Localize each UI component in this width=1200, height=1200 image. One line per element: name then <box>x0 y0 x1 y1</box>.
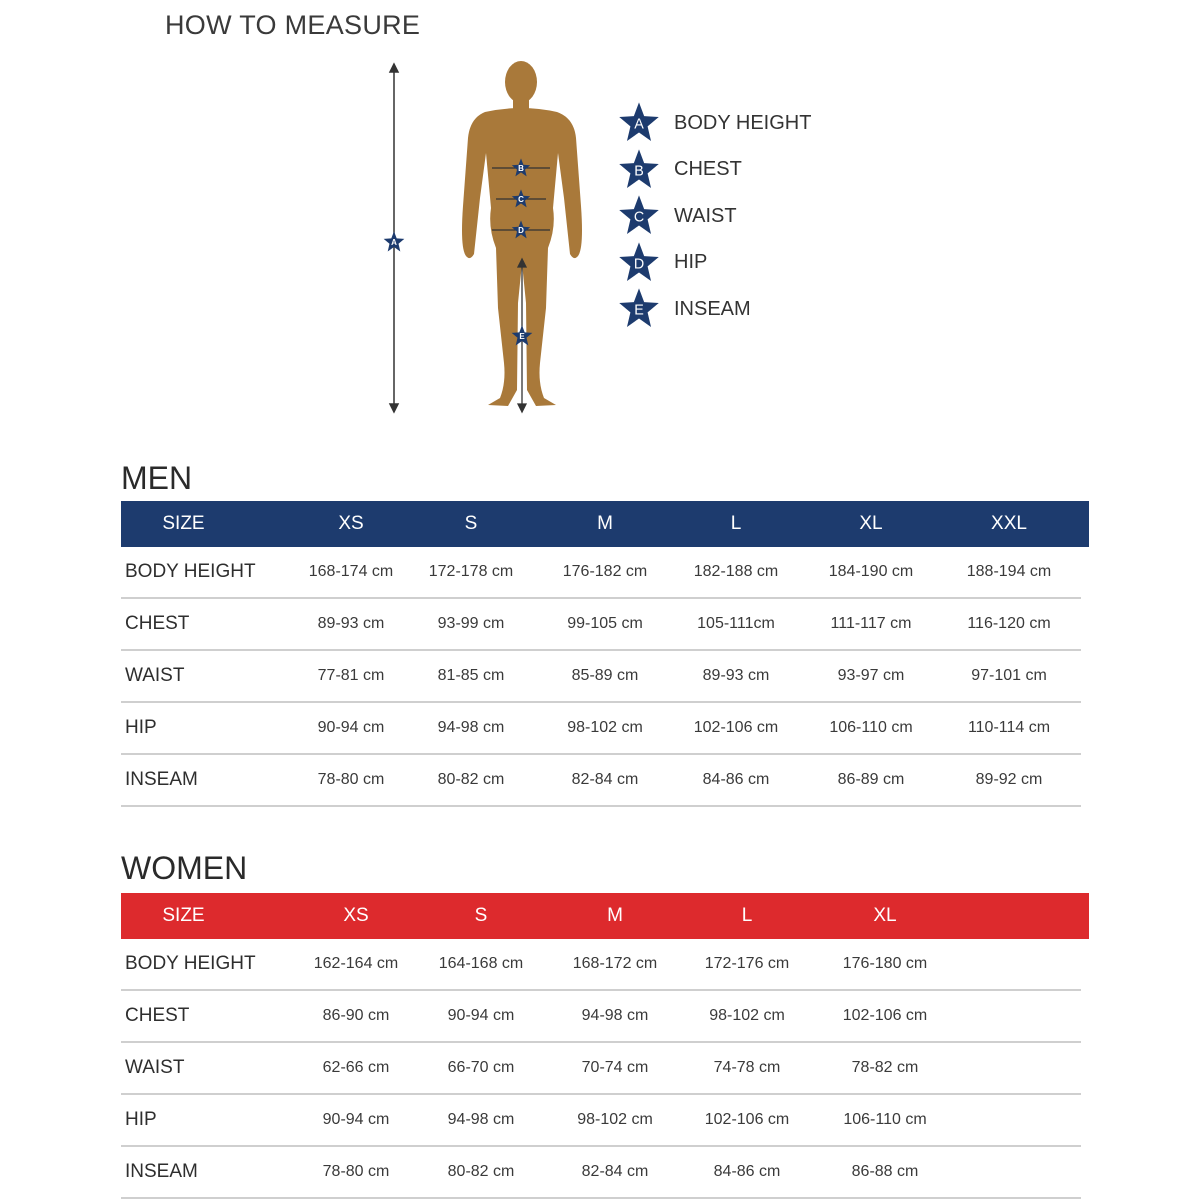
table-cell: 98-102 cm <box>709 1007 785 1024</box>
men-section-title: MEN <box>121 460 193 496</box>
table-cell: 85-89 cm <box>571 667 639 684</box>
table-row <box>121 991 1081 1043</box>
table-cell: 94-98 cm <box>437 719 505 736</box>
table-cell: 116-120 cm <box>967 615 1051 632</box>
table-cell: 93-97 cm <box>837 667 905 684</box>
legend-item-body-height <box>618 100 918 147</box>
table-cell: 176-180 cm <box>842 955 928 972</box>
table-cell: 81-85 cm <box>437 667 505 684</box>
row-label: HIP <box>125 1109 157 1130</box>
table-cell: 102-106 cm <box>704 1111 790 1128</box>
size-header-col: XS <box>338 513 364 534</box>
table-cell: 97-101 cm <box>971 667 1047 684</box>
row-label: HIP <box>125 717 157 738</box>
table-cell: 90-94 cm <box>317 719 385 736</box>
legend-label: HIP <box>674 251 708 274</box>
star-icon <box>618 288 660 330</box>
table-row <box>121 1043 1081 1095</box>
legend-item-inseam <box>618 286 918 333</box>
figure-marker-b: B <box>518 164 524 173</box>
table-cell: 172-178 cm <box>428 563 514 580</box>
star-icon <box>618 195 660 237</box>
size-header-col: L <box>730 513 742 534</box>
table-cell: 62-66 cm <box>322 1059 390 1076</box>
men-table-header <box>121 501 1089 547</box>
legend-item-chest <box>618 147 918 194</box>
table-cell: 102-106 cm <box>693 719 779 736</box>
star-icon <box>618 242 660 284</box>
table-cell: 184-190 cm <box>828 563 914 580</box>
table-row <box>121 755 1081 807</box>
star-icon <box>618 102 660 144</box>
row-label: CHEST <box>125 1005 190 1026</box>
measurement-legend <box>618 100 918 333</box>
figure-marker-d: D <box>518 226 524 235</box>
table-cell: 90-94 cm <box>322 1111 390 1128</box>
table-cell: 77-81 cm <box>317 667 385 684</box>
size-header-col: XS <box>343 905 369 926</box>
table-cell: 82-84 cm <box>581 1163 649 1180</box>
table-row <box>121 703 1081 755</box>
legend-label: CHEST <box>674 158 742 181</box>
size-header: SIZE <box>162 513 205 534</box>
table-cell: 84-86 cm <box>713 1163 781 1180</box>
table-cell: 168-174 cm <box>308 563 394 580</box>
legend-letter: E <box>634 302 644 319</box>
row-label: WAIST <box>125 665 185 686</box>
row-label: BODY HEIGHT <box>125 953 256 974</box>
table-cell: 182-188 cm <box>693 563 779 580</box>
table-cell: 188-194 cm <box>966 563 1052 580</box>
legend-label: BODY HEIGHT <box>674 111 812 134</box>
table-cell: 102-106 cm <box>842 1007 928 1024</box>
table-row <box>121 651 1081 703</box>
table-cell: 80-82 cm <box>437 771 505 788</box>
figure-marker-c: C <box>518 195 524 204</box>
row-label: INSEAM <box>125 769 198 790</box>
table-cell: 111-117 cm <box>830 615 912 632</box>
legend-label: INSEAM <box>674 297 751 320</box>
women-table-header <box>121 893 1089 939</box>
size-header-col: M <box>607 905 623 926</box>
table-cell: 84-86 cm <box>702 771 770 788</box>
table-row <box>121 1095 1081 1147</box>
body-figure-diagram <box>360 58 600 423</box>
men-size-table <box>121 501 1089 807</box>
table-cell: 86-89 cm <box>837 771 905 788</box>
table-cell: 98-102 cm <box>577 1111 653 1128</box>
table-row <box>121 599 1081 651</box>
table-cell: 105-111cm <box>697 615 775 632</box>
table-cell: 90-94 cm <box>447 1007 515 1024</box>
women-size-table <box>121 893 1089 1199</box>
row-label: BODY HEIGHT <box>125 561 256 582</box>
table-cell: 168-172 cm <box>572 955 658 972</box>
table-row <box>121 939 1081 991</box>
size-header-col: XXL <box>991 513 1027 534</box>
table-cell: 164-168 cm <box>438 955 524 972</box>
size-header-col: XL <box>859 513 883 534</box>
table-cell: 176-182 cm <box>562 563 648 580</box>
women-section-title: WOMEN <box>121 850 248 886</box>
table-cell: 110-114 cm <box>967 719 1051 736</box>
table-cell: 106-110 cm <box>843 1111 927 1128</box>
legend-label: WAIST <box>674 204 737 227</box>
table-cell: 82-84 cm <box>571 771 639 788</box>
size-header-col: S <box>464 513 478 534</box>
figure-marker-e: E <box>519 332 525 341</box>
table-cell: 98-102 cm <box>567 719 643 736</box>
table-cell: 94-98 cm <box>447 1111 515 1128</box>
table-row <box>121 547 1081 599</box>
size-header: SIZE <box>162 905 205 926</box>
legend-letter: A <box>634 116 644 133</box>
legend-item-waist <box>618 193 918 240</box>
legend-item-hip <box>618 240 918 287</box>
figure-marker-a: A <box>391 238 397 247</box>
table-cell: 78-80 cm <box>317 771 385 788</box>
row-label: INSEAM <box>125 1161 198 1182</box>
table-cell: 162-164 cm <box>313 955 399 972</box>
size-header-col: S <box>474 905 488 926</box>
table-cell: 66-70 cm <box>447 1059 515 1076</box>
table-cell: 89-93 cm <box>702 667 770 684</box>
table-row <box>121 1147 1081 1199</box>
row-label: WAIST <box>125 1057 185 1078</box>
table-cell: 93-99 cm <box>437 615 505 632</box>
size-header-col: M <box>597 513 613 534</box>
table-cell: 89-92 cm <box>975 771 1043 788</box>
legend-letter: C <box>633 209 645 226</box>
legend-letter: B <box>634 163 644 180</box>
table-cell: 78-80 cm <box>322 1163 390 1180</box>
table-cell: 78-82 cm <box>851 1059 919 1076</box>
size-header-col: XL <box>873 905 897 926</box>
table-cell: 80-82 cm <box>447 1163 515 1180</box>
size-header-col: L <box>741 905 753 926</box>
table-cell: 89-93 cm <box>317 615 385 632</box>
table-cell: 86-88 cm <box>851 1163 919 1180</box>
legend-letter: D <box>633 256 645 273</box>
how-to-measure-title: HOW TO MEASURE <box>165 10 421 40</box>
table-cell: 86-90 cm <box>322 1007 390 1024</box>
table-cell: 94-98 cm <box>581 1007 649 1024</box>
row-label: CHEST <box>125 613 190 634</box>
table-cell: 70-74 cm <box>581 1059 649 1076</box>
star-icon <box>618 149 660 191</box>
table-cell: 99-105 cm <box>567 615 643 632</box>
table-cell: 106-110 cm <box>829 719 913 736</box>
table-cell: 74-78 cm <box>713 1059 781 1076</box>
table-cell: 172-176 cm <box>704 955 790 972</box>
